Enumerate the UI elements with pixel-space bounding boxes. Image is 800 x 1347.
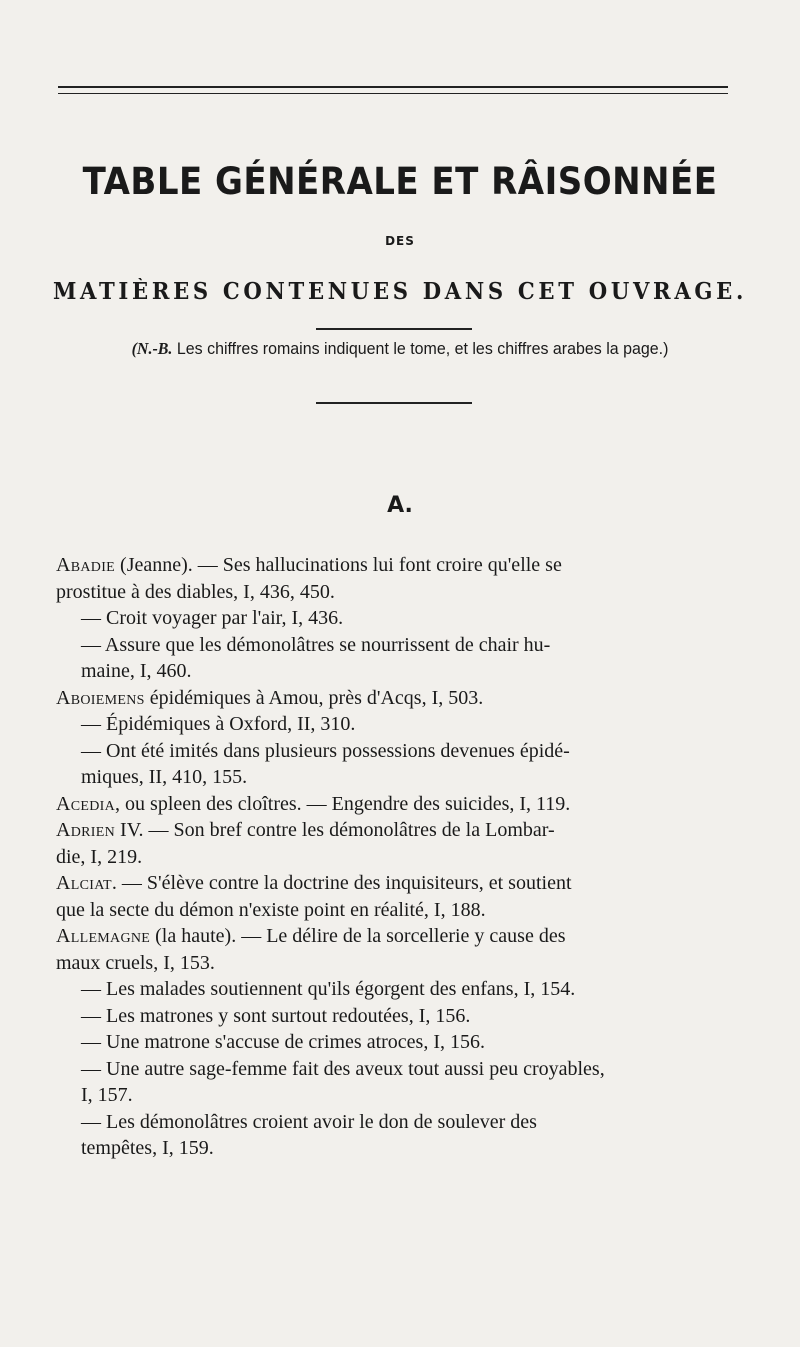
- entry-text: — Assure que les démonolâtres se nourrissent de chair hu-: [81, 633, 551, 656]
- entry-line: [81, 632, 746, 659]
- entry-text: maine, I, 460.: [81, 660, 192, 682]
- entry-line: [81, 1056, 746, 1083]
- entry-text: . — S'élève contre la doctrine des inquisiteurs, et soutient: [111, 872, 572, 894]
- index-subentry: [56, 738, 746, 791]
- entry-text: — Une matrone s'accuse de crimes atroces, I, 156.: [81, 1031, 486, 1053]
- entry-line: [56, 844, 746, 871]
- entry-line: [56, 870, 746, 897]
- index-entry: [56, 817, 746, 870]
- entry-text: die, I, 219.: [56, 845, 143, 868]
- index-entry: [56, 552, 746, 605]
- entry-text: prostitue à des diables, I, 436, 450.: [56, 580, 335, 603]
- note-prefix: (N.-B.: [131, 339, 173, 358]
- entry-text: I, 157.: [81, 1084, 133, 1106]
- index-entry: [56, 791, 746, 818]
- entry-line: [56, 817, 746, 844]
- rule-above-note: [316, 328, 472, 330]
- entry-text: maux cruels, I, 153.: [56, 951, 215, 974]
- entry-text: — Une autre sage-femme fait des aveux tout aussi peu croyables,: [81, 1057, 605, 1080]
- editorial-note: [24, 339, 776, 359]
- entry-line: [56, 791, 746, 818]
- index-entries: [56, 552, 746, 1162]
- entry-text: , ou spleen des cloîtres. — Engendre des suicides, I, 119.: [115, 792, 571, 815]
- entry-line: [56, 897, 746, 924]
- index-subentry: [56, 711, 746, 738]
- index-subentry: [56, 1056, 746, 1109]
- entry-line: [56, 950, 746, 977]
- index-subentry: [56, 1029, 746, 1056]
- entry-line: [81, 1109, 746, 1136]
- entry-line: [56, 923, 746, 950]
- entry-text: — Ont été imités dans plusieurs possessions devenues épidé-: [81, 739, 570, 762]
- index-subentry: [56, 1003, 746, 1030]
- entry-headword: Acedia: [56, 792, 116, 815]
- entry-text: IV. — Son bref contre les démonolâtres de la Lombar-: [115, 819, 555, 841]
- entry-text: — Les malades soutiennent qu'ils égorgent des enfans, I, 154.: [81, 978, 576, 1000]
- note-text: Les chiffres romains indiquent le tome, et les chiffres arabes la page.): [172, 339, 669, 358]
- page-subtitle: MATIÈRES CONTENUES DANS CET OUVRAGE.: [52, 278, 748, 305]
- entry-line: [56, 579, 746, 606]
- entry-text: — Épidémiques à Oxford, II, 310.: [81, 713, 356, 735]
- entry-line: [81, 605, 746, 632]
- entry-line: [81, 1003, 746, 1030]
- entry-line: [81, 658, 746, 685]
- index-subentry: [56, 1109, 746, 1162]
- page-title: TABLE GÉNÉRALE ET RÂISONNÉE: [82, 160, 718, 203]
- entry-text: que la secte du démon n'existe point en réalité, I, 188.: [56, 898, 486, 921]
- index-entry: [56, 685, 746, 712]
- entry-headword: Allemagne: [56, 925, 151, 947]
- top-rule: [58, 86, 728, 88]
- entry-line: [56, 685, 746, 712]
- entry-line: [81, 1135, 746, 1162]
- entry-headword: Abadie: [56, 554, 116, 576]
- entry-line: [81, 976, 746, 1003]
- entry-line: [81, 1029, 746, 1056]
- entry-text: — Les matrones y sont surtout redoutées, I, 156.: [81, 1004, 471, 1027]
- title-connector: DES: [385, 234, 415, 248]
- entry-text: épidémiques à Amou, près d'Acqs, I, 503.: [144, 686, 484, 709]
- entry-headword: Alciat: [56, 872, 112, 894]
- entry-text: (Jeanne). — Ses hallucinations lui font croire qu'elle se: [115, 554, 562, 576]
- entry-headword: Aboiemens: [56, 686, 145, 709]
- entry-text: tempêtes, I, 159.: [81, 1137, 214, 1159]
- entry-line: [81, 711, 746, 738]
- entry-text: miques, II, 410, 155.: [81, 766, 248, 788]
- entry-line: [56, 552, 746, 579]
- section-letter: A.: [387, 493, 413, 518]
- entry-text: (la haute). — Le délire de la sorcellerie y cause des: [150, 925, 566, 947]
- entry-line: [81, 1082, 746, 1109]
- index-entry: [56, 923, 746, 976]
- index-entry: [56, 870, 746, 923]
- entry-line: [81, 764, 746, 791]
- index-subentry: [56, 632, 746, 685]
- entry-line: [81, 738, 746, 765]
- entry-text: — Les démonolâtres croient avoir le don de soulever des: [81, 1110, 537, 1133]
- rule-below-note: [316, 402, 472, 404]
- top-rule-thin: [58, 93, 728, 94]
- index-subentry: [56, 976, 746, 1003]
- entry-text: — Croit voyager par l'air, I, 436.: [81, 607, 344, 629]
- index-subentry: [56, 605, 746, 632]
- entry-headword: Adrien: [56, 819, 116, 841]
